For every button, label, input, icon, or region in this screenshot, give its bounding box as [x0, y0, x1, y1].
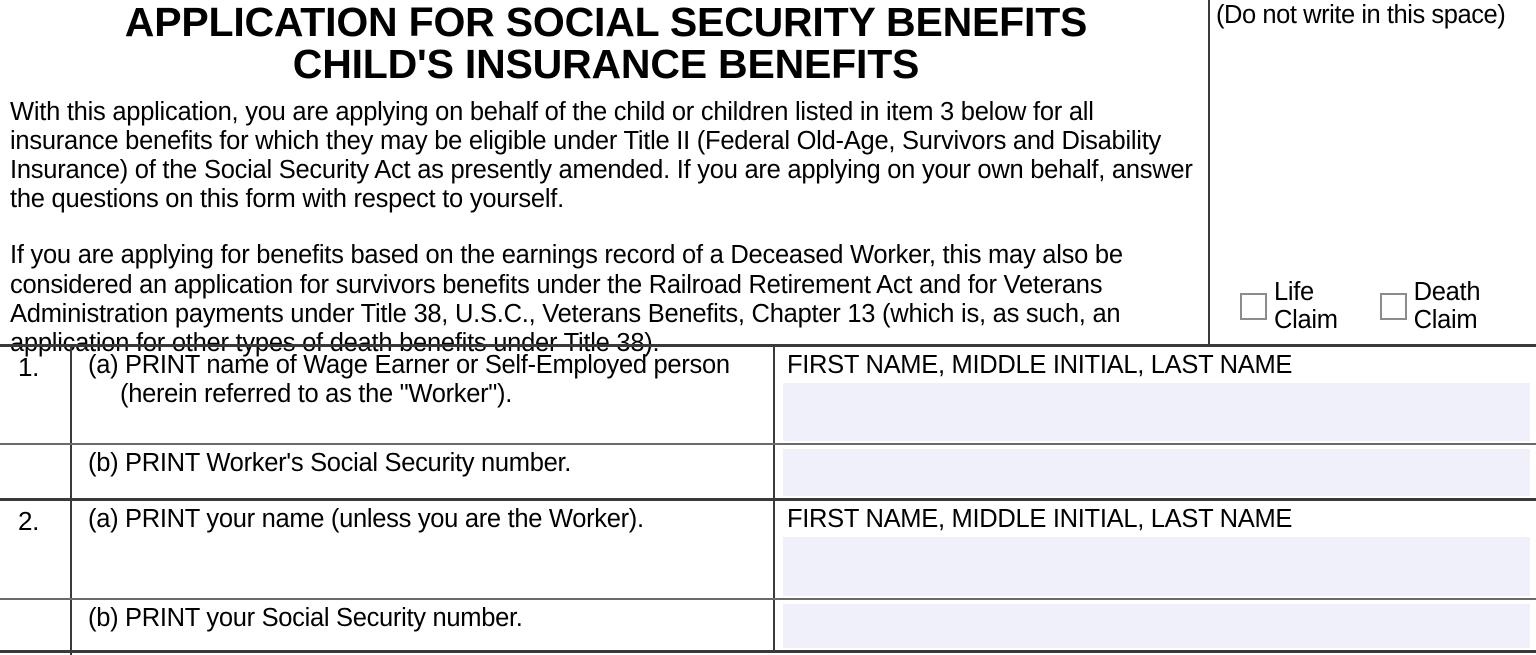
item-number-1-continued	[0, 445, 72, 498]
death-claim-label-line-2: Claim	[1413, 305, 1478, 334]
introduction-column	[0, 0, 1208, 357]
item-2b-label	[72, 600, 775, 650]
death-claim-checkbox-icon[interactable]	[1380, 293, 1407, 320]
page-title	[10, 2, 1202, 86]
table-row	[0, 443, 1536, 498]
item-2a-label-line-1: (a) PRINT your name (unless you are the Worker).	[88, 505, 644, 533]
page-title-line-2: CHILD'S INSURANCE BENEFITS	[292, 40, 920, 87]
life-claim-label-line-1: Life	[1274, 278, 1314, 307]
life-claim-option[interactable]	[1240, 279, 1338, 334]
form-items-table	[0, 344, 1536, 655]
item-2b-label-line-1: (b) PRINT your Social Security number.	[88, 604, 523, 632]
item-2b-answer-cell	[775, 600, 1536, 650]
death-claim-label	[1414, 279, 1481, 334]
intro-paragraph-1: With this application, you are applying on behalf of the child or children listed in item 3 below for all insurance benefits for which they may be eligible under Title II (Federal Old-Age, Survivors and Disability Insurance) of the Social Security Act as presently amended. If you are applying on your own behalf, answer the questions on this form with respect to yourself.	[10, 97, 1193, 214]
table-row	[0, 598, 1536, 650]
item-number-2: 2.	[0, 501, 72, 598]
item-number-1: 1.	[0, 347, 72, 443]
item-1a-label	[72, 347, 775, 443]
claim-type-group	[1210, 279, 1536, 334]
item-number-2-continued	[0, 600, 72, 650]
official-use-panel	[1208, 0, 1536, 344]
life-claim-checkbox-icon[interactable]	[1240, 293, 1267, 320]
death-claim-label-line-1: Death	[1413, 278, 1481, 307]
death-claim-option[interactable]	[1380, 279, 1481, 334]
item-1b-label	[72, 445, 775, 498]
table-row	[0, 498, 1536, 598]
page-title-line-1: APPLICATION FOR SOCIAL SECURITY BENEFITS	[124, 0, 1088, 45]
item-1a-name-input[interactable]	[783, 383, 1530, 441]
table-row	[0, 347, 1536, 443]
item-2a-answer-hint: FIRST NAME, MIDDLE INITIAL, LAST NAME	[787, 505, 1293, 533]
item-1a-answer-hint: FIRST NAME, MIDDLE INITIAL, LAST NAME	[787, 351, 1293, 379]
item-1a-label-line-2: (herein referred to as the "Worker").	[120, 379, 513, 408]
item-2a-label	[72, 501, 775, 598]
item-1b-answer-cell	[775, 445, 1536, 498]
life-claim-label-line-2: Claim	[1274, 305, 1338, 334]
item-1b-ssn-input[interactable]	[783, 449, 1530, 496]
item-2a-answer-cell	[775, 501, 1536, 598]
item-1a-label-line-1: (a) PRINT name of Wage Earner or Self-Employed person	[88, 351, 730, 379]
life-claim-label	[1274, 279, 1338, 334]
item-1b-label-line-1: (b) PRINT Worker's Social Security number.	[88, 449, 572, 477]
do-not-write-label: (Do not write in this space)	[1216, 1, 1506, 29]
item-2b-ssn-input[interactable]	[783, 604, 1530, 648]
item-1a-answer-cell	[775, 347, 1536, 443]
intro-paragraph-2: If you are applying for benefits based on the earnings record of a Deceased Worker, this may also be considered an application for survivors benefits under the Railroad Retirement Act and for Veterans Administration payments under Title 38, U.S.C., Veterans Benefits, Chapter 13 (which is, as such, an application for other types of death benefits under Title 38).	[10, 241, 1123, 357]
item-2a-name-input[interactable]	[783, 537, 1530, 596]
